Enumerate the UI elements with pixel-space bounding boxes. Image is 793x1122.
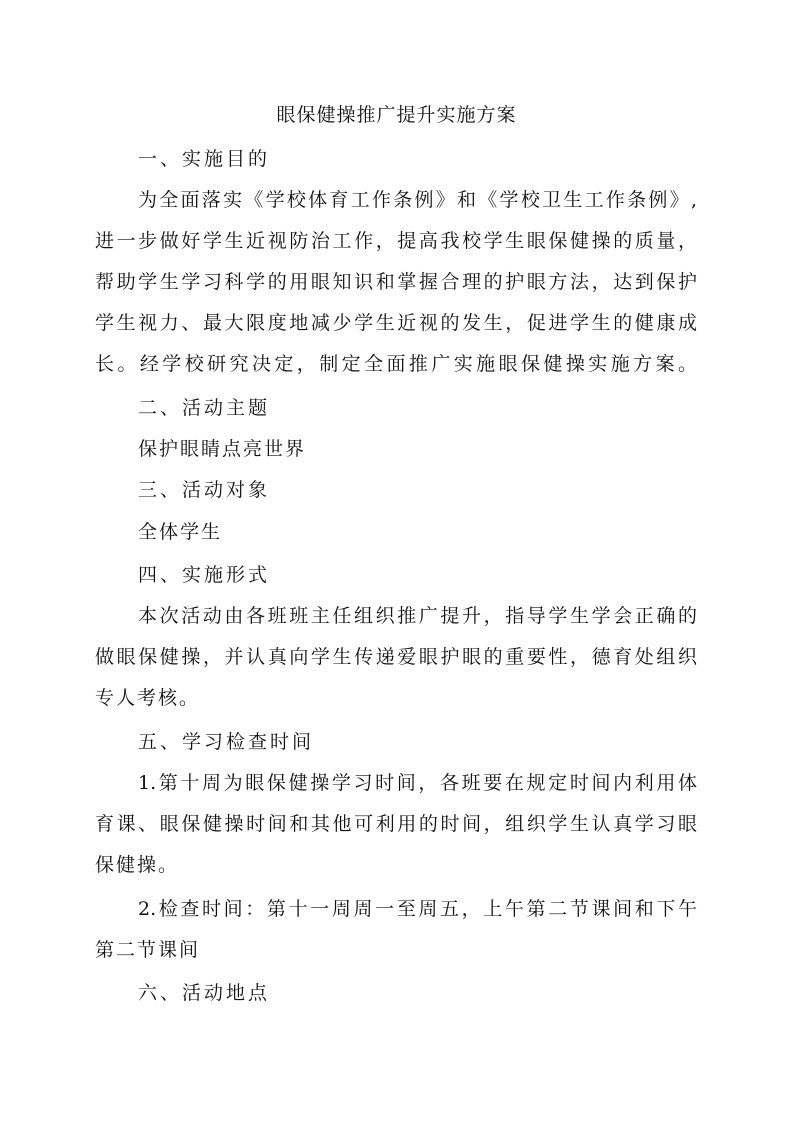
paragraph-line: 学生视力、最大限度地减少学生近视的发生，促进学生的健康成 bbox=[95, 312, 697, 334]
section-heading-purpose: 一、实施目的 bbox=[138, 148, 271, 170]
paragraph-line: 长。经学校研究决定，制定全面推广实施眼保健操实施方案。 bbox=[95, 353, 697, 375]
paragraph-line: 帮助学生学习科学的用眼知识和掌握合理的护眼方法，达到保护 bbox=[95, 271, 697, 293]
section-heading-location: 六、活动地点 bbox=[138, 982, 271, 1004]
section-heading-audience: 三、活动对象 bbox=[138, 479, 271, 501]
paragraph-line: 本次活动由各班班主任组织推广提升，指导学生学会正确的 bbox=[138, 605, 697, 627]
paragraph-line: 保护眼睛点亮世界 bbox=[138, 438, 307, 460]
paragraph-line: 全体学生 bbox=[138, 521, 223, 543]
paragraph-line: 做眼保健操，并认真向学生传递爱眼护眼的重要性，德育处组织 bbox=[95, 646, 697, 668]
paragraph-line: 1.第十周为眼保健操学习时间，各班要在规定时间内利用体 bbox=[138, 772, 697, 794]
section-heading-format: 四、实施形式 bbox=[138, 564, 271, 586]
paragraph-line: 保健操。 bbox=[95, 854, 180, 876]
paragraph-line: 育课、眼保健操时间和其他可利用的时间，组织学生认真学习眼 bbox=[95, 813, 697, 835]
paragraph-line: 第二节课间 bbox=[95, 939, 201, 961]
document-title: 眼保健操推广提升实施方案 bbox=[276, 104, 517, 126]
paragraph-line: 进一步做好学生近视防治工作，提高我校学生眼保健操的质量， bbox=[95, 230, 697, 252]
paragraph-line: 为全面落实《学校体育工作条例》和《学校卫生工作条例》, bbox=[138, 189, 697, 211]
section-heading-schedule: 五、学习检查时间 bbox=[138, 731, 315, 753]
section-heading-theme: 二、活动主题 bbox=[138, 397, 271, 419]
paragraph-line: 专人考核。 bbox=[95, 687, 201, 709]
paragraph-line: 2.检查时间：第十一周周一至周五，上午第二节课间和下午 bbox=[138, 898, 697, 920]
